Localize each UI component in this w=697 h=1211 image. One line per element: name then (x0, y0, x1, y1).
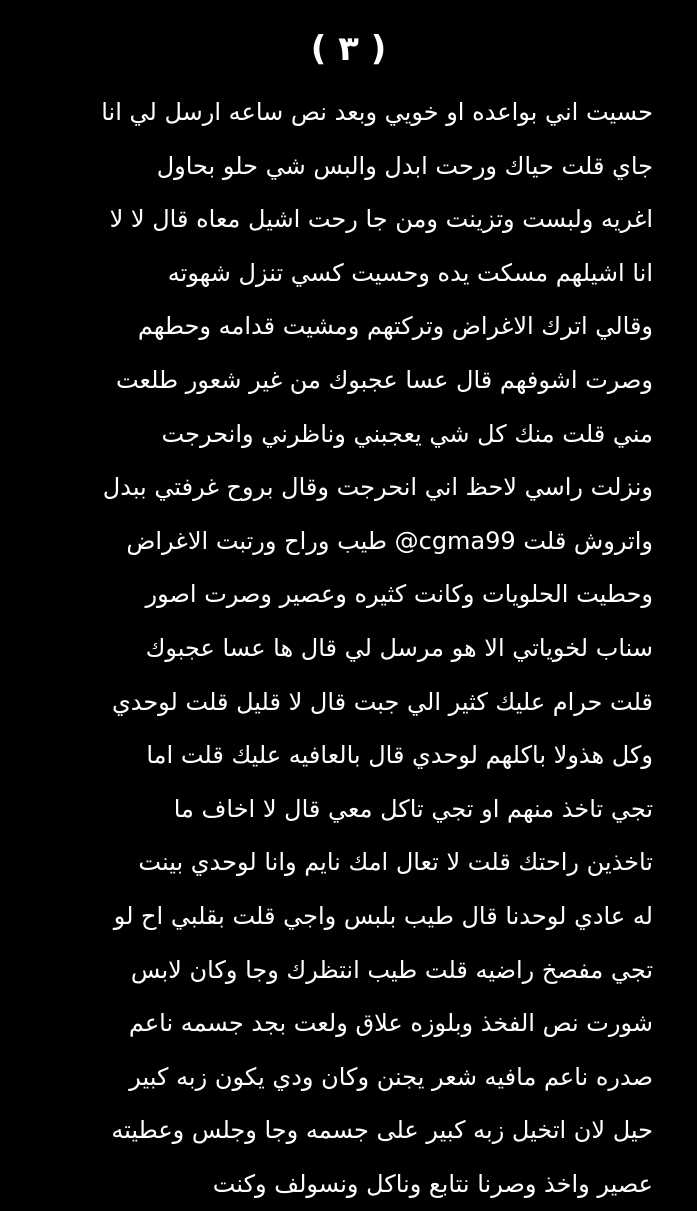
story-text (44, 86, 653, 1211)
text-line: اغريه ولبست وتزينت ومن جا رحت اشيل معاه قال لا لا (109, 205, 653, 234)
text-line: وكل هذولا باكلهم لوحدي قال بالعافيه عليك قلت اما (146, 741, 653, 770)
text-line: انا اشيلهم مسكت يده وحسيت كسي تنزل شهوته (167, 258, 653, 287)
text-line: عصير واخذ وصرنا نتابع وناكل ونسولف وكنت (212, 1169, 653, 1198)
text-line: سناب لخوياتي الا هو مرسل لي قال ها عسا عجبوك (145, 633, 653, 662)
text-line: صدره ناعم مافيه شعر يجنن وكان ودي يكون زبه كبير (129, 1062, 653, 1091)
text-line: حيل لان اتخيل زبه كبير على جسمه وجا وجلس وعطيته (111, 1116, 653, 1145)
text-line: وحطيت الحلويات وكانت كثيره وعصير وصرت اصور (145, 580, 653, 609)
text-line: قلت حرام عليك كثير الي جبت قال لا قليل قلت لوحدي (111, 687, 653, 716)
text-line: وقالي اترك الاغراض وتركتهم ومشيت قدامه وحطهم (137, 312, 653, 341)
text-line: واتروش قلت ‎@cgma99‎ طيب وراح ورتبت الاغراض (126, 526, 653, 555)
text-line: شورت نص الفخذ وبلوزه علاق ولعت بجد جسمه ناعم (128, 1009, 653, 1038)
text-line: تاخذين راحتك قلت لا تعال امك نايم وانا لوحدي بينت (138, 848, 653, 877)
text-line: تجي تاخذ منهم او تجي تاكل معي قال لا اخاف ما (173, 794, 653, 823)
text-line: مني قلت منك كل شي يعجبني وناظرني وانحرجت (161, 419, 653, 448)
text-line: له عادي لوحدنا قال طيب بلبس واجي قلت بقلبي اح لو (113, 901, 653, 930)
text-line: جاي قلت حياك ورحت ابدل والبس شي حلو بحاول (156, 151, 653, 180)
page-title: ( ٣ ) (310, 29, 387, 69)
text-line: ونزلت راسي لاحظ اني انحرجت وقال بروح غرفتي ببدل (102, 473, 653, 502)
text-line: حسيت اني بواعده او خويي وبعد نص ساعه ارسل لي انا (101, 98, 653, 126)
text-line: تجي مفصخ راضيه قلت طيب انتظرك وجا وكان لابس (130, 955, 653, 984)
text-line: وصرت اشوفهم قال عسا عجبوك من غير شعور طلعت (115, 365, 653, 394)
